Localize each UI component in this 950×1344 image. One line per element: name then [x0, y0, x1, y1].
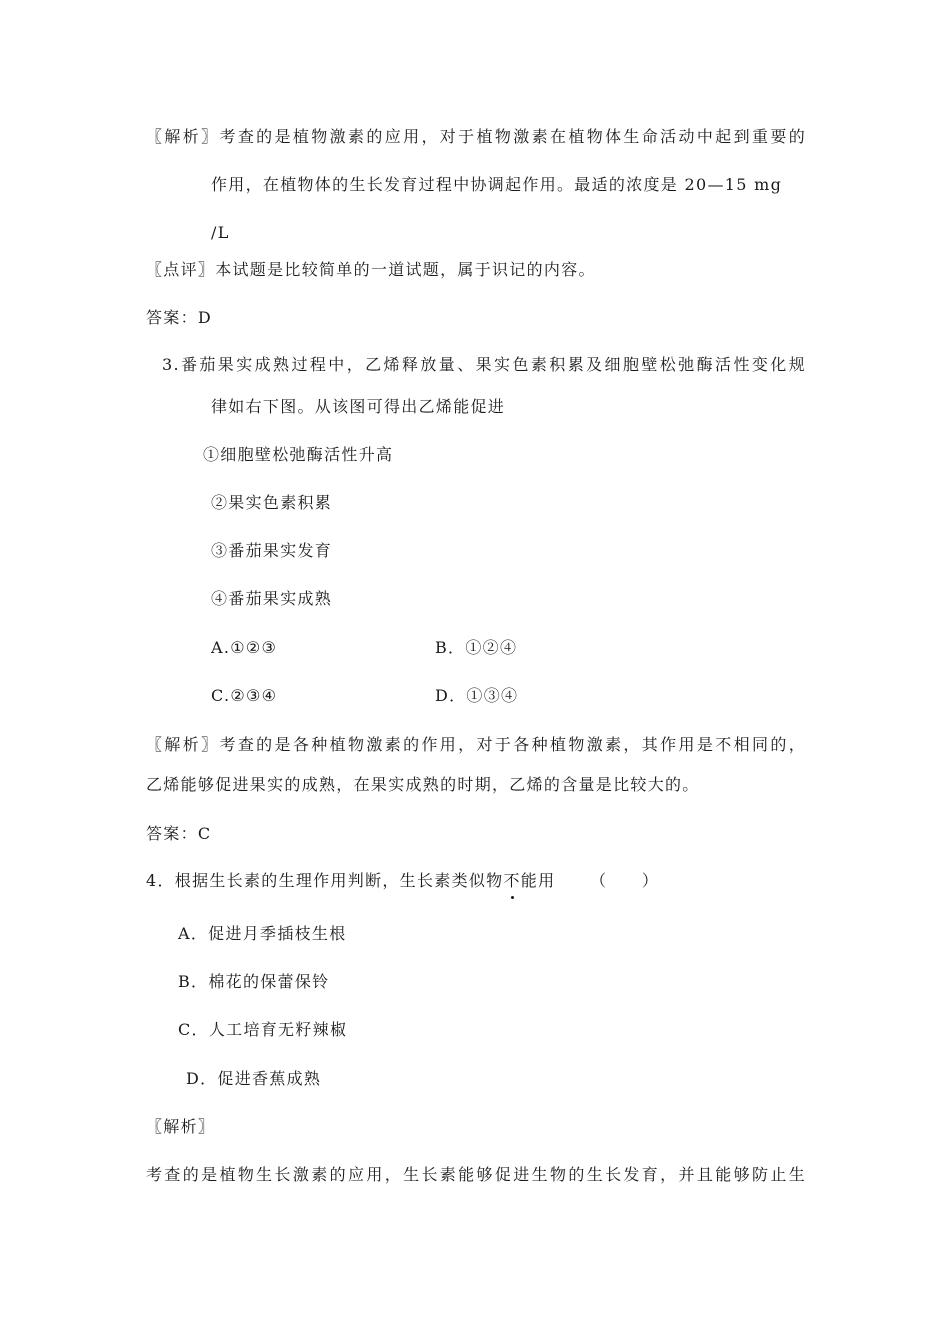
q4-answer-paren: （ ）: [590, 871, 660, 890]
q4-option-d: D．促进香蕉成熟: [186, 1069, 322, 1088]
q3-answer: 答案：C: [146, 824, 212, 843]
q3-item-2: ②果实色素积累: [211, 493, 333, 512]
q3-option-b: B．①②④: [435, 638, 518, 657]
q3-item-1: ①细胞壁松弛酶活性升高: [203, 445, 394, 464]
q4-analysis-line1: 考查的是植物生长激素的应用，生长素能够促进生物的生长发育，并且能够防止生: [146, 1165, 806, 1184]
q3-item-4: ④番茄果实成熟: [211, 589, 333, 608]
q4-analysis-label: 〖解析〗: [146, 1117, 216, 1136]
q4-stem-post: 能用: [520, 871, 556, 890]
q4-stem-emphasis: 不: [503, 871, 521, 890]
q2-analysis-line2: 作用，在植物体的生长发育过程中协调起作用。最适的浓度是 20—15 mg: [211, 175, 783, 194]
q2-comment: 〖点评〗本试题是比较简单的一道试题，属于识记的内容。: [146, 260, 596, 279]
q3-option-a: A.①②③: [211, 638, 278, 657]
q4-option-b: B．棉花的保蕾保铃: [178, 972, 330, 991]
q3-option-d: D．①③④: [435, 686, 519, 705]
q3-option-c: C.②③④: [211, 686, 278, 705]
q4-stem: [146, 871, 555, 891]
q4-stem-pre: 4．根据生长素的生理作用判断，生长素类似物: [146, 871, 504, 890]
q3-item-3: ③番茄果实发育: [211, 541, 333, 560]
q4-option-a: A．促进月季插枝生根: [178, 924, 347, 943]
q3-analysis-line2: 乙烯能够促进果实的成熟，在果实成熟的时期，乙烯的含量是比较大的。: [146, 775, 700, 794]
q3-analysis-line1: 〖解析〗考查的是各种植物激素的作用，对于各种植物激素，其作用是不相同的，: [146, 735, 806, 754]
q2-analysis-line3: /L: [211, 223, 230, 242]
q2-analysis-line1: 〖解析〗考查的是植物激素的应用，对于植物激素在植物体生命活动中起到重要的: [146, 127, 806, 146]
q3-stem-line1: 3.番茄果实成熟过程中，乙烯释放量、果实色素积累及细胞壁松弛酶活性变化规: [162, 355, 806, 374]
q2-answer: 答案：D: [146, 308, 213, 327]
q3-stem-line2: 律如右下图。从该图可得出乙烯能促进: [211, 397, 506, 416]
q4-option-c: C．人工培育无籽辣椒: [178, 1020, 348, 1039]
